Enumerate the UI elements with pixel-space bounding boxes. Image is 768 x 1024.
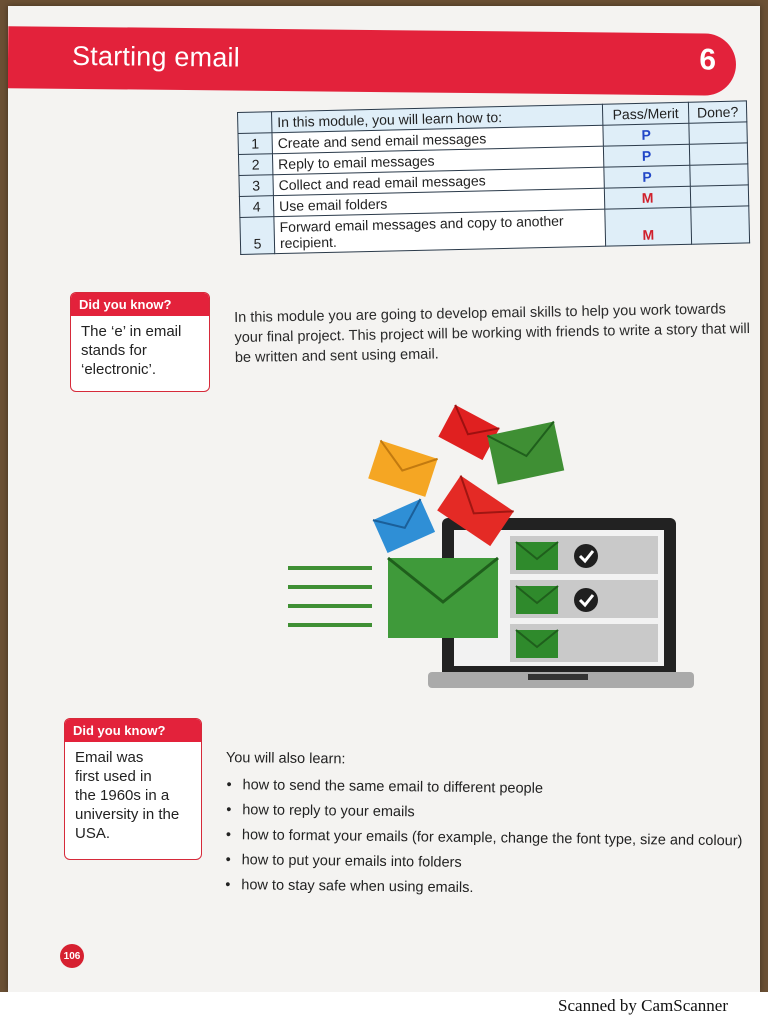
row-objective: Collect and read email messages (273, 167, 604, 196)
scanner-watermark: Scanned by CamScanner (558, 996, 728, 1015)
list-item: • how to stay safe when using emails. (224, 876, 744, 901)
row-level: M (604, 186, 690, 209)
row-number: 2 (238, 154, 272, 176)
row-objective: Forward email messages and copy to another recipient. (274, 209, 606, 253)
also-learn-section (224, 750, 746, 907)
row-number: 5 (240, 217, 275, 255)
module-title: Starting email (71, 40, 241, 73)
did-you-know-text: Email was first used in the 1960s in a university in the USA. (75, 749, 180, 842)
check-circle-icon (574, 544, 598, 568)
row-number: 4 (239, 196, 273, 218)
module-header-band (8, 26, 736, 96)
list-item: • how to reply to your emails (225, 801, 745, 826)
did-you-know-box-history (64, 718, 202, 860)
row-done (689, 122, 747, 144)
envelope-icon (516, 586, 558, 614)
row-number: 3 (239, 175, 273, 197)
row-done (689, 143, 747, 165)
row-objective: Reply to email messages (272, 146, 603, 175)
row-level: P (603, 144, 689, 167)
email-laptop-illustration (278, 394, 698, 694)
list-item: • how to put your emails into folders (225, 851, 745, 876)
did-you-know-box-electronic (70, 292, 210, 392)
envelope-icon (368, 440, 437, 497)
textbook-page (8, 6, 760, 992)
check-circle-icon (574, 588, 598, 612)
did-you-know-heading: Did you know? (65, 719, 201, 742)
module-intro-paragraph: In this module you are going to develop email skills to help you work towards your final project. This project will be working with friends to write a story that will be written and sent using email. (234, 301, 751, 366)
row-level: P (604, 165, 690, 188)
list-item: • how to send the same email to different people (225, 776, 745, 801)
learning-objectives-table (237, 100, 750, 255)
row-level: M (605, 207, 692, 246)
row-done (691, 206, 750, 244)
row-objective: Create and send email messages (272, 125, 603, 154)
did-you-know-heading: Did you know? (71, 293, 209, 316)
row-level: P (603, 123, 689, 146)
row-number: 1 (238, 133, 272, 155)
also-learn-list (224, 776, 745, 901)
envelope-icon (516, 542, 558, 570)
envelope-icon (388, 558, 498, 638)
table-header-pass-merit: Pass/Merit (602, 102, 688, 125)
table-header-corner (238, 112, 272, 134)
envelope-icon (373, 499, 435, 553)
row-done (690, 164, 748, 186)
speed-lines-icon (288, 566, 372, 627)
envelope-icon (487, 421, 564, 484)
page-number-badge: 106 (60, 944, 84, 968)
row-done (690, 185, 748, 207)
table-header-done: Done? (688, 101, 746, 123)
row-objective: Use email folders (273, 188, 604, 217)
did-you-know-text: The ‘e’ in email stands for ‘electronic’. (81, 323, 182, 378)
envelope-icon (516, 630, 558, 658)
module-number: 6 (699, 43, 717, 77)
envelope-icon (438, 405, 499, 460)
also-learn-lead: You will also learn: (225, 750, 346, 768)
table-header-objective: In this module, you will learn how to: (272, 104, 603, 133)
list-item: • how to format your emails (for example, change the font type, size and colour) (225, 826, 745, 851)
